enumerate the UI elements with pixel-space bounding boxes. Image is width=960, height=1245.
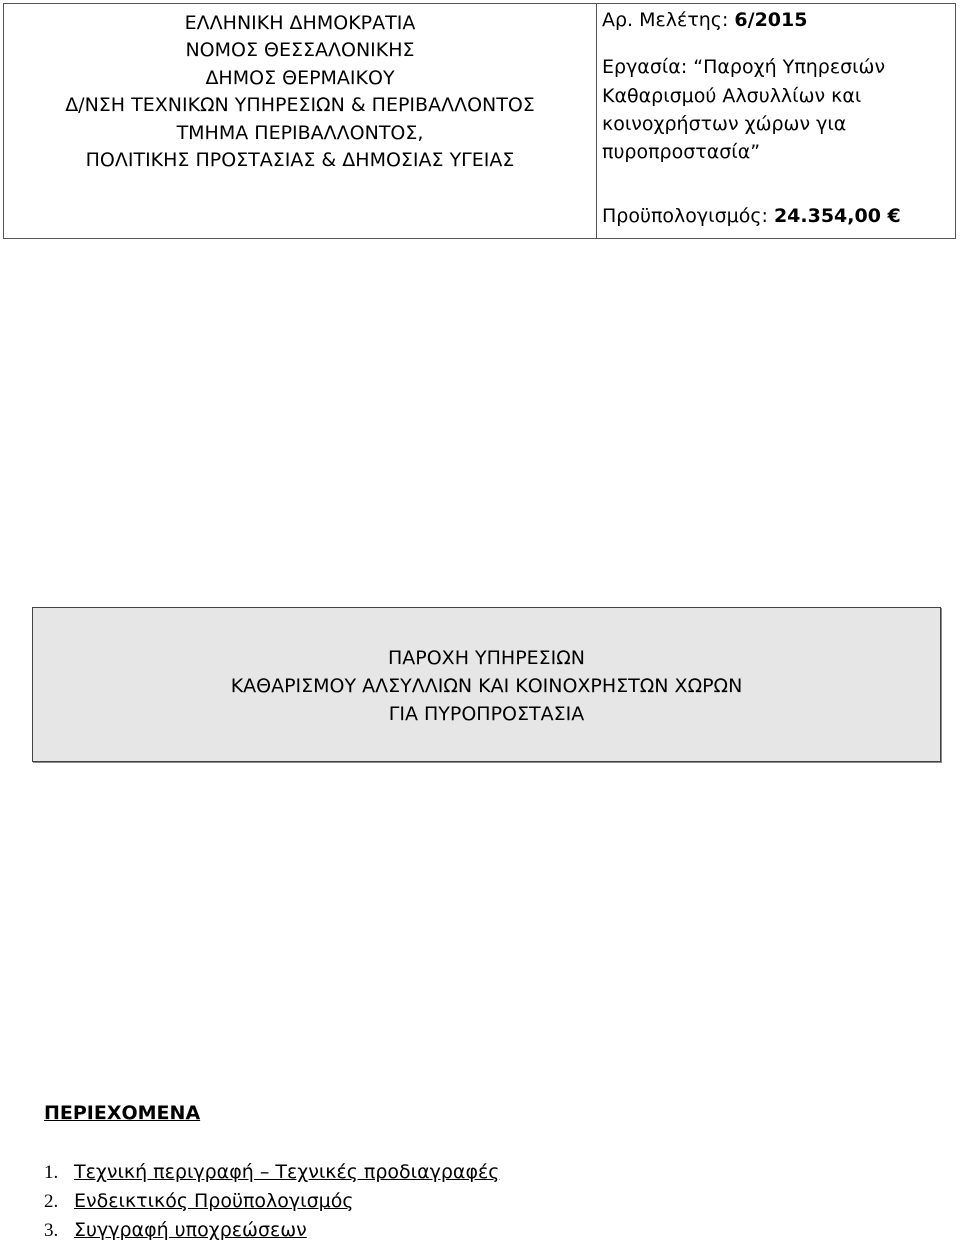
contents-item	[44, 1187, 499, 1216]
authority-line: ΠΟΛΙΤΙΚΗΣ ΠΡΟΣΤΑΣΙΑΣ & ΔΗΜΟΣΙΑΣ ΥΓΕΙΑΣ	[85, 149, 515, 172]
work-line: Εργασία: “Παροχή Υπηρεσιών	[602, 56, 886, 79]
work-line: Καθαρισμού Αλσυλλίων και	[602, 84, 862, 107]
contents-item-number: 2.	[44, 1191, 59, 1212]
authority-line: ΝΟΜΟΣ ΘΕΣΣΑΛΟΝΙΚΗΣ	[185, 39, 415, 62]
work-line: πυροπροστασία”	[602, 141, 761, 164]
contents-item-label: Ενδεικτικός Προϋπολογισμός	[74, 1190, 354, 1212]
title-line: ΠΑΡΟΧΗ ΥΠΗΡΕΣΙΩΝ	[387, 647, 586, 669]
header-divider	[596, 4, 597, 238]
authority-block	[4, 10, 596, 174]
contents-item	[44, 1158, 499, 1187]
title-box	[32, 607, 941, 762]
study-info	[602, 6, 950, 166]
budget-value: 24.354,00 €	[773, 205, 901, 227]
document-title	[33, 644, 940, 728]
contents-list	[44, 1158, 499, 1245]
contents-item-label: Συγγραφή υποχρεώσεων	[74, 1219, 307, 1241]
study-number	[602, 6, 950, 34]
budget-label: Προϋπολογισμός:	[602, 205, 768, 227]
study-number-label: Αρ. Μελέτης:	[602, 9, 729, 31]
budget	[602, 205, 901, 227]
authority-line: ΔΗΜΟΣ ΘΕΡΜΑΙΚΟΥ	[205, 66, 395, 89]
study-number-value: 6/2015	[734, 9, 808, 31]
work-line: κοινοχρήστων χώρων για	[602, 112, 847, 135]
authority-line: ΕΛΛΗΝΙΚΗ ΔΗΜΟΚΡΑΤΙΑ	[184, 12, 416, 34]
title-line: ΓΙΑ ΠΥΡΟΠΡΟΣΤΑΣΙΑ	[388, 703, 585, 725]
contents-item	[44, 1216, 499, 1245]
authority-line: Δ/ΝΣΗ ΤΕΧΝΙΚΩΝ ΥΠΗΡΕΣΙΩΝ & ΠΕΡΙΒΑΛΛΟΝΤΟΣ	[65, 94, 535, 117]
contents-item-number: 1.	[44, 1162, 59, 1183]
contents-item-number: 3.	[44, 1220, 59, 1241]
contents-item-label: Τεχνική περιγραφή – Τεχνικές προδιαγραφές	[74, 1161, 500, 1183]
title-line: ΚΑΘΑΡΙΣΜΟΥ ΑΛΣΥΛΛΙΩΝ ΚΑΙ ΚΟΙΝΟΧΡΗΣΤΩΝ ΧΩΡΩΝ	[230, 675, 743, 697]
authority-line: ΤΜΗΜΑ ΠΕΡΙΒΑΛΛΟΝΤΟΣ,	[176, 121, 424, 144]
contents-heading: ΠΕΡΙΕΧΟΜΕΝΑ	[44, 1102, 201, 1124]
